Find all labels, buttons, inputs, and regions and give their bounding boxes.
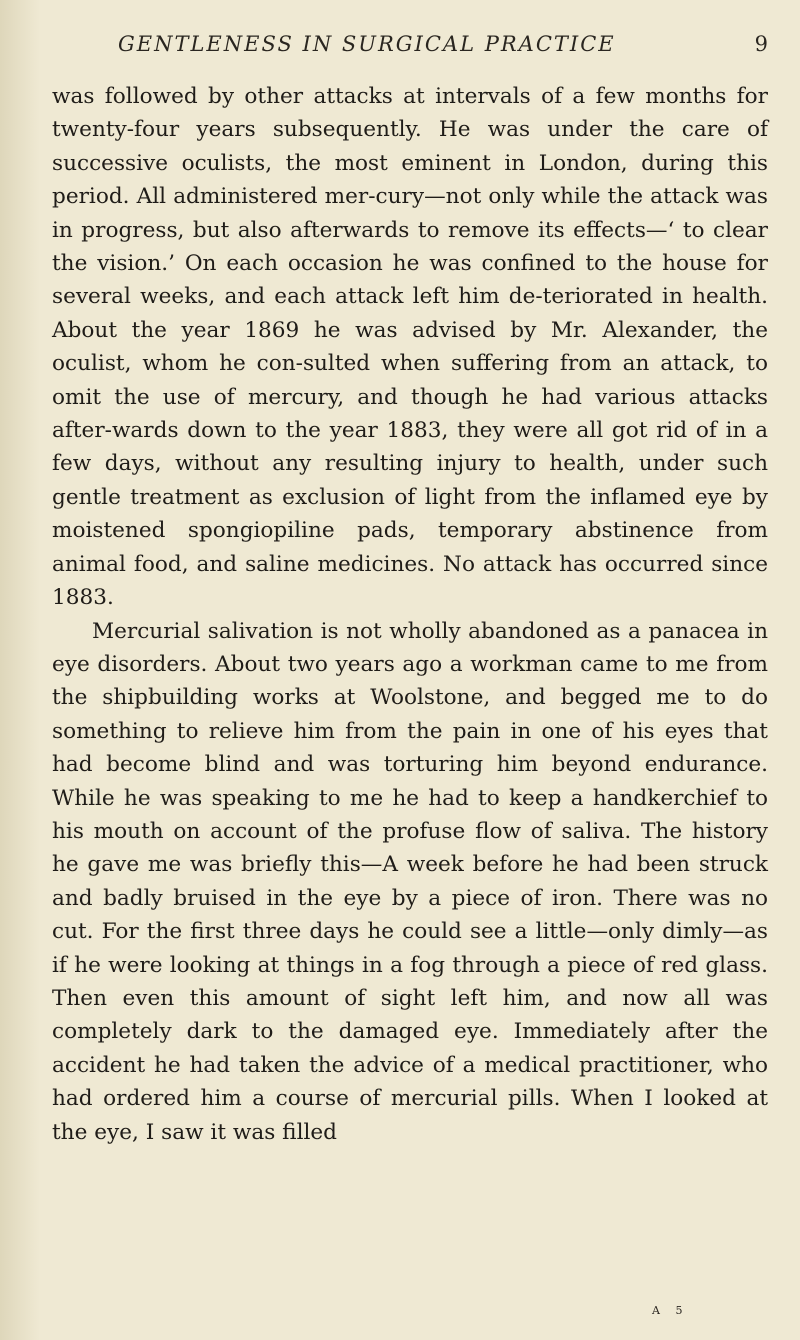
body-text	[52, 80, 768, 1149]
paragraph-2: Mercurial salivation is not wholly abandoned as a panacea in eye disorders. About two years ago a workman came to me from the shipbuilding works at Woolstone, and begged me to do something to relieve him from the pain in one of his eyes that had become blind and was torturing him beyond endurance. While he was speaking to me he had to keep a handkerchief to his mouth on account of the profuse flow of saliva. The history he gave me was briefly this—A week before he had been struck and badly bruised in the eye by a piece of iron. There was no cut. For the first three days he could see a little—only dimly—as if he were looking at things in a fog through a piece of red glass. Then even this amount of sight left him, and now all was completely dark to the damaged eye. Immediately after the accident he had taken the advice of a medical practitioner, who had ordered him a course of mercurial pills. When I looked at the eye, I saw it was filled	[52, 618, 768, 1145]
paragraph-1: was followed by other attacks at intervals of a few months for twenty-four years subsequently. He was under the care of successive oculists, the most eminent in London, during this period. All administered mer-cury—not only while the attack was in progress, but also afterwards to remove its effects—‘ to clear the vision.’ On each occasion he was confined to the house for several weeks, and each attack left him de-teriorated in health. About the year 1869 he was advised by Mr. Alexander, the oculist, whom he con-sulted when suffering from an attack, to omit the use of mercury, and though he had various attacks after-wards down to the year 1883, they were all got rid of in a few days, without any resulting injury to health, under such gentle treatment as exclusion of light from the inflamed eye by moistened spongiopiline pads, temporary abstinence from animal food, and saline medicines. No attack has occurred since 1883.	[52, 84, 768, 611]
signature-mark: A 5	[652, 1304, 689, 1317]
page-header	[118, 32, 768, 66]
running-title: GENTLENESS IN SURGICAL PRACTICE	[118, 32, 616, 56]
page-number: 9	[754, 32, 768, 56]
